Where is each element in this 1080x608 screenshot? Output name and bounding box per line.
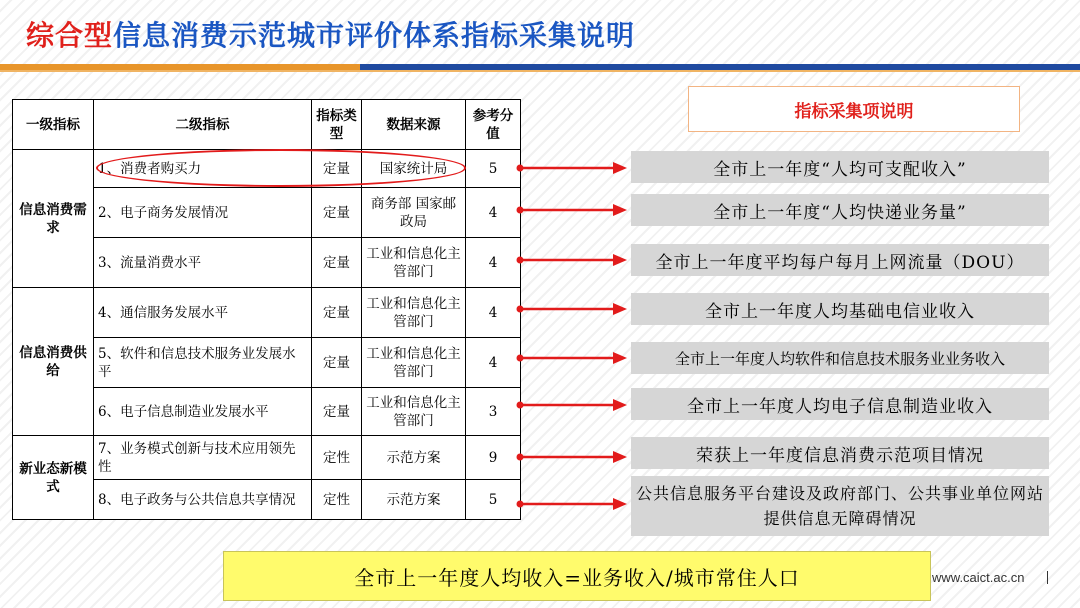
table-row	[13, 288, 521, 338]
panel-title: 指标采集项说明	[688, 86, 1020, 132]
score-cell: 4	[466, 238, 521, 288]
type-cell: 定量	[312, 388, 362, 436]
type-cell: 定量	[312, 288, 362, 338]
group-cell: 信息消费需求	[13, 150, 94, 288]
source-cell: 工业和信息化主管部门	[362, 238, 466, 288]
highlight-oval	[96, 149, 466, 187]
title-prefix: 综合型	[26, 19, 114, 52]
indicator-cell: 4、通信服务发展水平	[94, 288, 312, 338]
description-box: 全市上一年度人均软件和信息技术服务业业务收入	[631, 342, 1049, 374]
title-underline-bar	[0, 64, 1080, 70]
table-row	[13, 436, 521, 480]
type-cell: 定量	[312, 150, 362, 188]
score-cell: 4	[466, 188, 521, 238]
type-cell: 定性	[312, 480, 362, 520]
source-cell: 示范方案	[362, 480, 466, 520]
arrow-right-icon	[515, 161, 627, 175]
table-header-row	[13, 100, 521, 150]
score-cell: 5	[466, 480, 521, 520]
arrow-right-icon	[515, 398, 627, 412]
indicator-cell: 1、消费者购买力	[94, 150, 312, 188]
indicator-cell: 3、流量消费水平	[94, 238, 312, 288]
description-box: 全市上一年度人均基础电信业收入	[631, 293, 1049, 325]
description-box: 全市上一年度“人均快递业务量”	[631, 194, 1049, 226]
source-cell: 工业和信息化主管部门	[362, 388, 466, 436]
score-cell: 5	[466, 150, 521, 188]
source-cell: 工业和信息化主管部门	[362, 338, 466, 388]
score-cell: 3	[466, 388, 521, 436]
indicator-cell: 6、电子信息制造业发展水平	[94, 388, 312, 436]
arrow-right-icon	[515, 302, 627, 316]
underline-thin	[0, 70, 1080, 72]
source-cell: 国家统计局	[362, 150, 466, 188]
indicator-cell: 7、业务模式创新与技术应用领先性	[94, 436, 312, 480]
footer-divider	[1047, 571, 1048, 584]
score-cell: 4	[466, 288, 521, 338]
header-level1: 一级指标	[13, 100, 94, 150]
type-cell: 定量	[312, 338, 362, 388]
description-box: 全市上一年度平均每户每月上网流量（DOU）	[631, 244, 1049, 276]
description-box: 公共信息服务平台建设及政府部门、公共事业单位网站提供信息无障碍情况	[631, 476, 1049, 536]
source-cell: 示范方案	[362, 436, 466, 480]
type-cell: 定量	[312, 188, 362, 238]
arrow-right-icon	[515, 253, 627, 267]
source-cell: 工业和信息化主管部门	[362, 288, 466, 338]
header-ref: 参考分值	[466, 100, 521, 150]
source-cell: 商务部 国家邮政局	[362, 188, 466, 238]
group-cell: 新业态新模式	[13, 436, 94, 520]
arrow-right-icon	[515, 351, 627, 365]
score-cell: 9	[466, 436, 521, 480]
page-title	[26, 14, 635, 58]
header-level2: 二级指标	[94, 100, 312, 150]
indicator-cell: 2、电子商务发展情况	[94, 188, 312, 238]
type-cell: 定性	[312, 436, 362, 480]
indicator-cell: 8、电子政务与公共信息共享情况	[94, 480, 312, 520]
score-cell: 4	[466, 338, 521, 388]
title-main: 信息消费示范城市评价体系指标采集说明	[113, 19, 636, 52]
formula-box: 全市上一年度人均收入=业务收入/城市常住人口	[223, 551, 931, 601]
arrow-right-icon	[515, 450, 627, 464]
description-box: 全市上一年度“人均可支配收入”	[631, 151, 1049, 183]
description-box: 全市上一年度人均电子信息制造业收入	[631, 388, 1049, 420]
group-cell: 信息消费供给	[13, 288, 94, 436]
arrow-right-icon	[515, 497, 627, 511]
type-cell: 定量	[312, 238, 362, 288]
arrow-right-icon	[515, 203, 627, 217]
header-type: 指标类型	[312, 100, 362, 150]
header-source: 数据来源	[362, 100, 466, 150]
indicator-cell: 5、软件和信息技术服务业发展水平	[94, 338, 312, 388]
description-box: 荣获上一年度信息消费示范项目情况	[631, 437, 1049, 469]
footer-site: www.caict.ac.cn	[932, 570, 1025, 585]
